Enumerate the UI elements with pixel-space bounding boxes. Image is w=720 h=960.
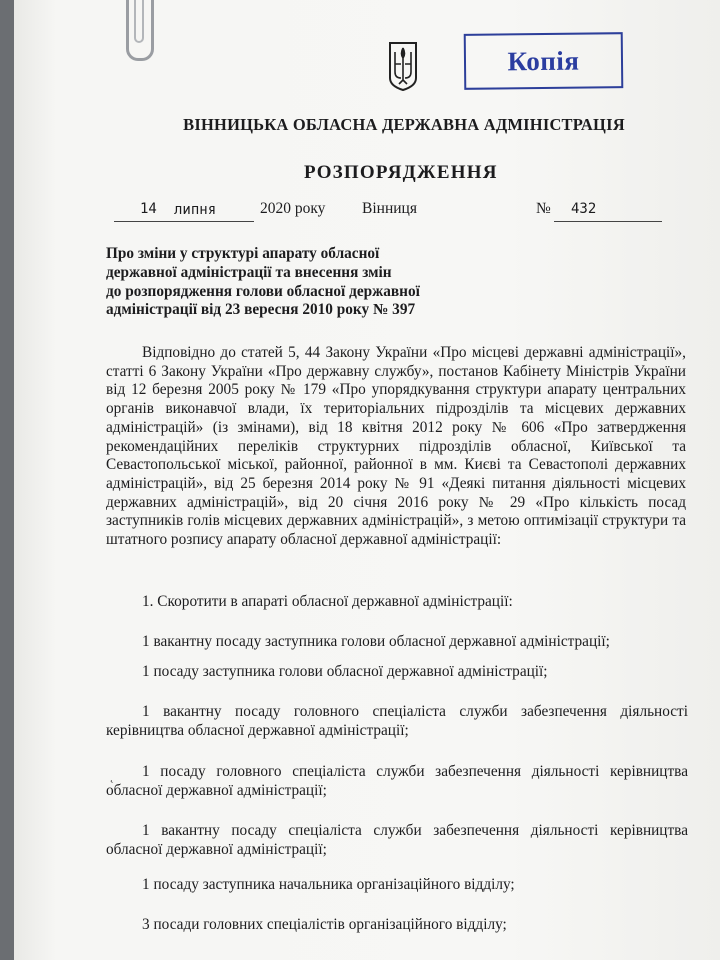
preamble-paragraph: Відповідно до статей 5, 44 Закону України «Про місцеві державні адміністрації», статті 6 Закону України «Про державну службу», постанов Кабінету Міністрів України від 12 березня 2005 року № 179 «Про упорядкування структури апарату центральних органів виконавчої влади, їх територіальних підрозділів та місцевих державних адміністрацій» (із змінами), від 18 квітня 2012 року № 606 «Про затвердження рекомендаційних переліків структурних підрозділів обласної, Київської та Севастопольської міської, районної, районної в мм. Києві та Севастополі державних адміністрацій», від 25 березня 2014 року № 91 «Деякі питання діяльності місцевих державних адміністрацій», від 20 січня 2016 року № 29 «Про кількість посад заступників голів місцевих державних адміністрацій», з метою оптимізації структури та штатного розпису апарату обласної державної адміністрації: — [106, 344, 686, 549]
document-subject — [106, 245, 486, 320]
document-number: 432 — [571, 201, 597, 217]
document-type-title: РОЗПОРЯДЖЕННЯ — [304, 162, 498, 183]
number-underline — [554, 221, 662, 222]
coat-of-arms-icon — [387, 40, 419, 92]
list-item: 1 вакантну посаду заступника голови обласної державної адміністрації; — [142, 633, 610, 650]
list-item: 3 посади головних спеціалістів організаційного відділу; — [142, 916, 507, 933]
document-page — [14, 0, 720, 960]
copy-stamp — [464, 32, 624, 90]
subject-line: до розпорядження голови обласної державної — [106, 282, 420, 300]
organization-title: ВІННИЦЬКА ОБЛАСНА ДЕРЖАВНА АДМІНІСТРАЦІЯ — [183, 115, 625, 134]
list-item: 1. Скоротити в апараті обласної державної адміністрації: — [142, 593, 513, 610]
date-underline — [114, 221, 254, 222]
list-item: 1 посаду заступника начальника організаційного відділу; — [142, 876, 515, 893]
city-name: Вінниця — [362, 200, 417, 217]
number-label: № — [536, 200, 551, 217]
date-day: 14 — [140, 201, 157, 217]
subject-line: державної адміністрації та внесення змін — [106, 263, 392, 281]
list-item: 1 посаду головного спеціаліста служби забезпечення діяльності керівництва обласної державної адміністрації; — [106, 763, 688, 799]
date-month: липня — [174, 202, 217, 218]
date-year: 2020 року — [260, 200, 326, 217]
list-item: 1 вакантну посаду головного спеціаліста служби забезпечення діяльності керівництва обласної державної адміністрації; — [106, 703, 688, 739]
copy-stamp-text: Копія — [507, 45, 580, 76]
list-item: 1 посаду заступника голови обласної державної адміністрації; — [142, 663, 548, 680]
list-item: 1 вакантну посаду спеціаліста служби забезпечення діяльності керівництва обласної державної адміністрації; — [106, 822, 688, 858]
paper-clip — [126, 0, 154, 61]
stray-mark: ˛ — [110, 769, 114, 783]
subject-line: Про зміни у структурі апарату обласної — [106, 245, 380, 262]
subject-line: адміністрації від 23 вересня 2010 року № 397 — [106, 301, 416, 319]
